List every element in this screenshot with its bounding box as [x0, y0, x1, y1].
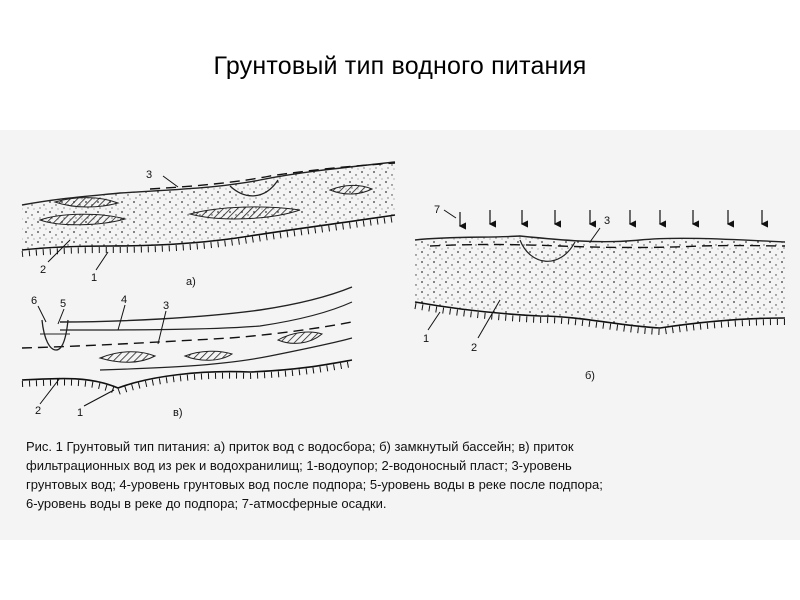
figure-caption: [26, 437, 766, 513]
label-a-3: 3: [146, 169, 153, 181]
caption-line: 6-уровень воды в реке до подпора; 7-атмосферные осадки.: [26, 496, 387, 511]
label-b-2: 2: [471, 342, 478, 354]
lens-v3: [278, 332, 322, 343]
river-channel-v: [42, 320, 68, 350]
page-title: Грунтовый тип водного питания: [213, 52, 587, 80]
label-v-3: 3: [163, 300, 170, 312]
caption-line: грунтовых вод; 4-уровень грунтовых вод после подпора; 5-уровень воды в реке после подпора;: [26, 477, 603, 492]
label-b-3: 3: [604, 215, 611, 227]
label-a-2: 2: [40, 264, 47, 276]
lens-v2: [185, 351, 232, 360]
panel-v-letter: в): [173, 407, 183, 419]
panel-v: [22, 287, 352, 419]
aquifer-layer-b: [415, 236, 785, 328]
panel-a: [22, 162, 395, 288]
label-v-2: 2: [35, 405, 42, 417]
panel-b: [415, 204, 785, 382]
caption-line: фильтрационных вод из рек и водохранилищ; 1-водоупор; 2-водоносный пласт; 3-уровень: [26, 458, 572, 473]
label-b-7: 7: [434, 204, 441, 216]
panel-b-letter: б): [585, 370, 595, 382]
label-v-4: 4: [121, 294, 128, 306]
precipitation-arrows: [460, 210, 762, 226]
panel-a-letter: а): [186, 276, 196, 288]
label-v-5: 5: [60, 298, 67, 310]
label-v-1: 1: [77, 407, 84, 419]
lens-v1: [100, 352, 155, 363]
label-a-1: 1: [91, 272, 98, 284]
caption-line: Рис. 1 Грунтовый тип питания: а) приток вод с водосбора; б) замкнутый бассейн; в) приток: [26, 439, 574, 454]
label-v-6: 6: [31, 295, 38, 307]
label-b-1: 1: [423, 333, 430, 345]
